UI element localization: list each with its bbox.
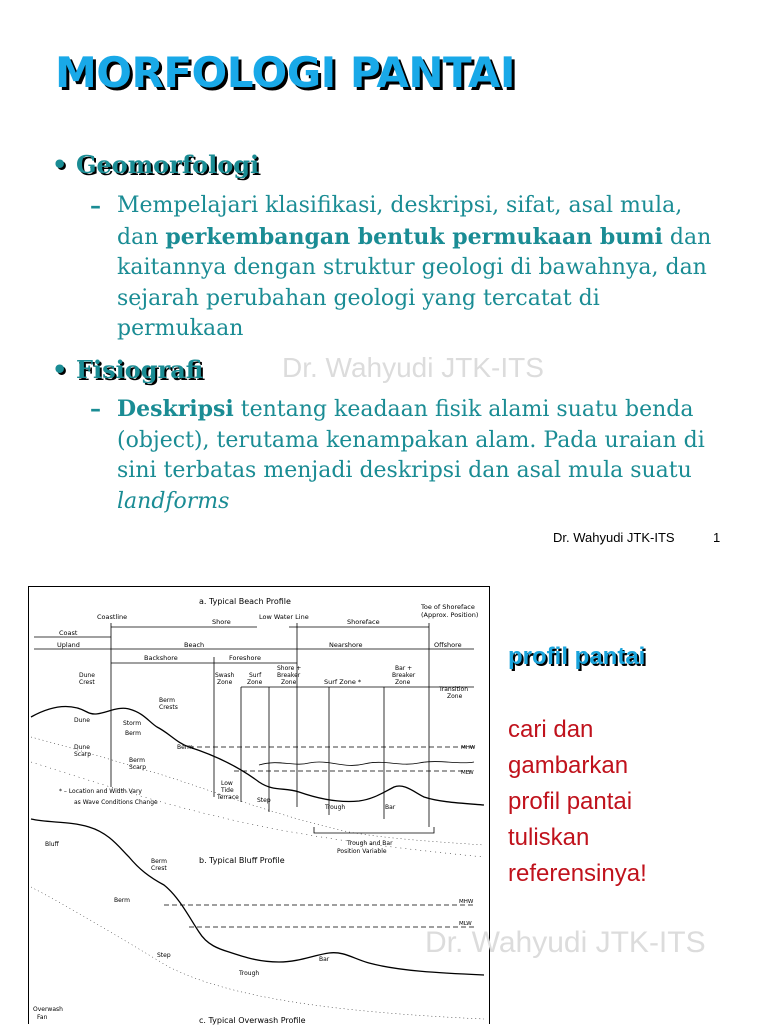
instruction-line: referensinya!	[508, 860, 647, 887]
label-mlw-b: MLW	[459, 921, 472, 927]
label-shore-breaker-2: Breaker	[277, 672, 301, 679]
instruction-line: tuliskan	[508, 824, 590, 851]
label-low-tide-terrace-2: Tide	[221, 787, 234, 794]
label-low-water-line: Low Water Line	[259, 613, 309, 621]
label-surf-zone-small-1: Surf	[249, 672, 262, 679]
profile-a-title: a. Typical Beach Profile	[199, 597, 291, 606]
profile-b-bottom-line	[31, 819, 484, 975]
label-storm: Storm	[123, 720, 142, 727]
label-step: Step	[257, 797, 271, 804]
label-beach: Beach	[184, 641, 205, 649]
label-foreshore: Foreshore	[229, 654, 262, 662]
label-berm-scarp-1: Berm	[129, 757, 146, 764]
label-mhw-a: MHW	[461, 745, 476, 751]
label-berm-scarp-2: Scarp	[129, 764, 147, 771]
label-low-tide-terrace-1: Low	[221, 780, 233, 787]
label-shore: Shore	[212, 618, 231, 626]
label-dune-crest-2: Crest	[79, 679, 95, 686]
trough-bar-bracket	[314, 827, 434, 833]
sand-texture	[31, 762, 484, 857]
label-berm-crests-1: Berm	[159, 697, 176, 704]
label-shore-breaker-3: Zone	[281, 679, 297, 686]
page-number: 1	[713, 530, 721, 545]
bullet-fisiografi	[52, 355, 203, 384]
label-swash-zone-2: Zone	[217, 679, 233, 686]
label-dune-scarp-2: Scarp	[74, 751, 92, 758]
page-title: MORFOLOGI PANTAI	[55, 48, 516, 97]
label-overwash-fan-2: Fan	[37, 1014, 48, 1021]
text-emphasis: Deskripsi	[117, 396, 234, 422]
label-approx-position: (Approx. Position)	[421, 611, 479, 619]
label-offshore: Offshore	[434, 641, 462, 649]
watermark: Dr. Wahyudi JTK-ITS	[282, 352, 544, 383]
side-panel-title: profil pantai	[508, 643, 646, 670]
label-trough-and-bar-1: Trough and Bar	[347, 840, 393, 847]
bullet-dot: •	[52, 355, 68, 384]
label-swash-zone-1: Swash	[215, 672, 235, 679]
profile-c-title: c. Typical Overwash Profile	[199, 1016, 306, 1025]
label-berm-crests-2: Crests	[159, 704, 178, 711]
sub-bullet-text	[117, 394, 730, 517]
label-berm: Berm	[177, 744, 194, 751]
bullet-heading: Geomorfologi	[76, 150, 260, 179]
dash-marker: –	[90, 193, 101, 219]
text-segment: dan kaitannya dengan struktur geologi di bawahnya, dan sejarah perubahan geologi yang tercatat di permukaan	[117, 224, 712, 341]
bullet-geomorfologi	[52, 150, 259, 179]
beach-profile-diagram	[29, 587, 491, 1025]
label-dune-crest-1: Dune	[79, 672, 95, 679]
label-toe-of-shoreface: Toe of Shoreface	[421, 603, 475, 611]
text-italic: landforms	[117, 488, 230, 514]
label-coastline: Coastline	[97, 613, 128, 621]
label-berm-b: Berm	[114, 897, 131, 904]
sub-bullet-text	[117, 191, 730, 345]
label-backshore: Backshore	[144, 654, 178, 662]
label-surf-zone-small-2: Zone	[247, 679, 263, 686]
label-bar-breaker-1: Bar +	[395, 665, 413, 672]
label-berm-crest-2: Crest	[151, 865, 167, 872]
label-surf-zone: Surf Zone *	[324, 678, 362, 686]
label-step-b: Step	[157, 952, 171, 959]
label-upland: Upland	[57, 641, 80, 649]
note-line-2: as Wave Conditions Change	[74, 799, 158, 806]
label-bar-breaker-2: Breaker	[392, 672, 416, 679]
footer-author: Dr. Wahyudi JTK-ITS	[553, 530, 675, 545]
bullet-heading: Fisiografi	[76, 355, 204, 384]
label-low-tide-terrace-3: Terrace	[217, 794, 239, 801]
wave-line	[259, 762, 474, 766]
label-trough-b: Trough	[239, 970, 260, 977]
label-transition-1: Transition	[439, 686, 469, 693]
text-segment: Mempelajari klasifikasi, deskripsi, sifat, asal mula, dan	[117, 193, 683, 250]
label-nearshore: Nearshore	[329, 641, 363, 649]
profile-b-title: b. Typical Bluff Profile	[199, 856, 285, 865]
sand-texture	[31, 887, 484, 1019]
side-panel-instructions	[508, 712, 748, 892]
label-overwash-fan-1: Overwash	[33, 1006, 63, 1013]
watermark-lower: Dr. Wahyudi JTK-ITS	[425, 926, 706, 959]
text-segment: tentang keadaan fisik alami suatu benda (object), terutama kenampakan alam. Pada uraian di sini terbatas menjadi deskripsi dan asal mula suatu	[117, 397, 705, 483]
label-berm-crest-1: Berm	[151, 858, 168, 865]
label-berm-small: Berm	[125, 730, 142, 737]
label-transition-2: Zone	[447, 693, 463, 700]
beach-profile-figure	[28, 586, 490, 1024]
sub-bullet-fisiografi	[90, 394, 730, 517]
label-dune: Dune	[74, 717, 90, 724]
label-coast: Coast	[59, 629, 78, 637]
label-bar-breaker-3: Zone	[395, 679, 411, 686]
label-trough-and-bar-2: Position Variable	[337, 848, 387, 855]
label-bluff: Bluff	[45, 841, 59, 848]
label-bar-b: Bar	[319, 956, 330, 963]
label-shoreface: Shoreface	[347, 618, 380, 626]
instruction-line: gambarkan	[508, 752, 629, 779]
label-trough: Trough	[325, 804, 346, 811]
instruction-line: profil pantai	[508, 788, 633, 815]
bullet-dot: •	[52, 150, 68, 179]
dash-marker: –	[90, 396, 101, 422]
label-shore-breaker-1: Shore +	[277, 665, 302, 672]
label-mhw-b: MHW	[459, 899, 474, 905]
label-dune-scarp-1: Dune	[74, 744, 90, 751]
text-emphasis: perkembangan bentuk permukaan bumi	[165, 223, 663, 250]
label-bar: Bar	[385, 804, 396, 811]
note-line-1: * – Location and Width Vary	[59, 788, 142, 795]
sub-bullet-geomorfologi	[90, 191, 730, 345]
label-mlw-a: MLW	[461, 770, 474, 776]
instruction-line: cari dan	[508, 716, 594, 743]
